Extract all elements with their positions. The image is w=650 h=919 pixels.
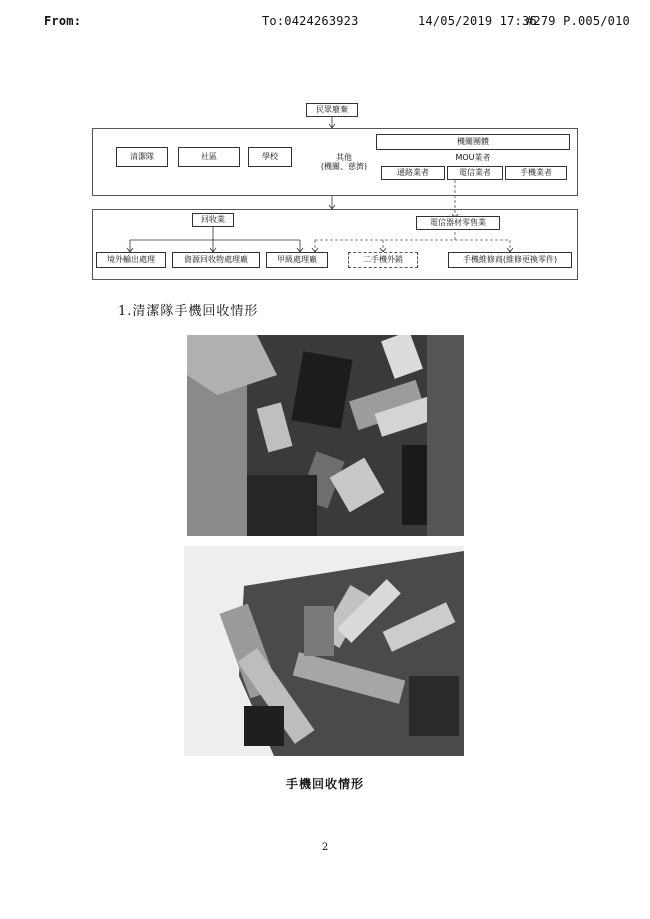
node-public-disposal: 民眾廢棄 (306, 103, 358, 117)
node-others: 其他 (機關、慈濟) (312, 148, 376, 176)
page-number: 2 (321, 842, 329, 853)
fax-to: To:0424263923 (262, 14, 359, 28)
node-retailer: 電信器材零售業 (416, 216, 500, 230)
node-class-a-plant: 甲級處理廠 (266, 252, 328, 268)
node-second-hand-export: 二手機外銷 (348, 252, 418, 268)
node-resource-plant: 資源回收物處理廠 (172, 252, 260, 268)
fax-from: From: (44, 14, 82, 28)
node-mou: MOU業者 (376, 151, 570, 165)
node-overseas-export: 境外輸出處理 (96, 252, 166, 268)
node-channel-dealer: 通路業者 (381, 166, 445, 180)
photo-phones-pile (184, 546, 464, 756)
fax-page: #279 P.005/010 (526, 14, 630, 28)
node-community: 社區 (178, 147, 240, 167)
node-phone-maker: 手機業者 (505, 166, 567, 180)
photo-phones-bin (187, 335, 464, 536)
recycling-flowchart (0, 0, 650, 300)
node-recycler: 回收業 (192, 213, 234, 227)
node-institutions: 機關團體 (376, 134, 570, 150)
node-repair-shop: 手機維修商(維修更換零件) (448, 252, 572, 268)
photo-caption: 手機回收情形 (285, 777, 364, 791)
node-telecom-dealer: 電信業者 (447, 166, 503, 180)
node-school: 學校 (248, 147, 292, 167)
processing-frame (92, 209, 578, 280)
node-cleaning-team: 清潔隊 (116, 147, 168, 167)
section-heading: 1.清潔隊手機回收情形 (118, 304, 259, 319)
fax-datetime: 14/05/2019 17:36 (418, 14, 537, 28)
